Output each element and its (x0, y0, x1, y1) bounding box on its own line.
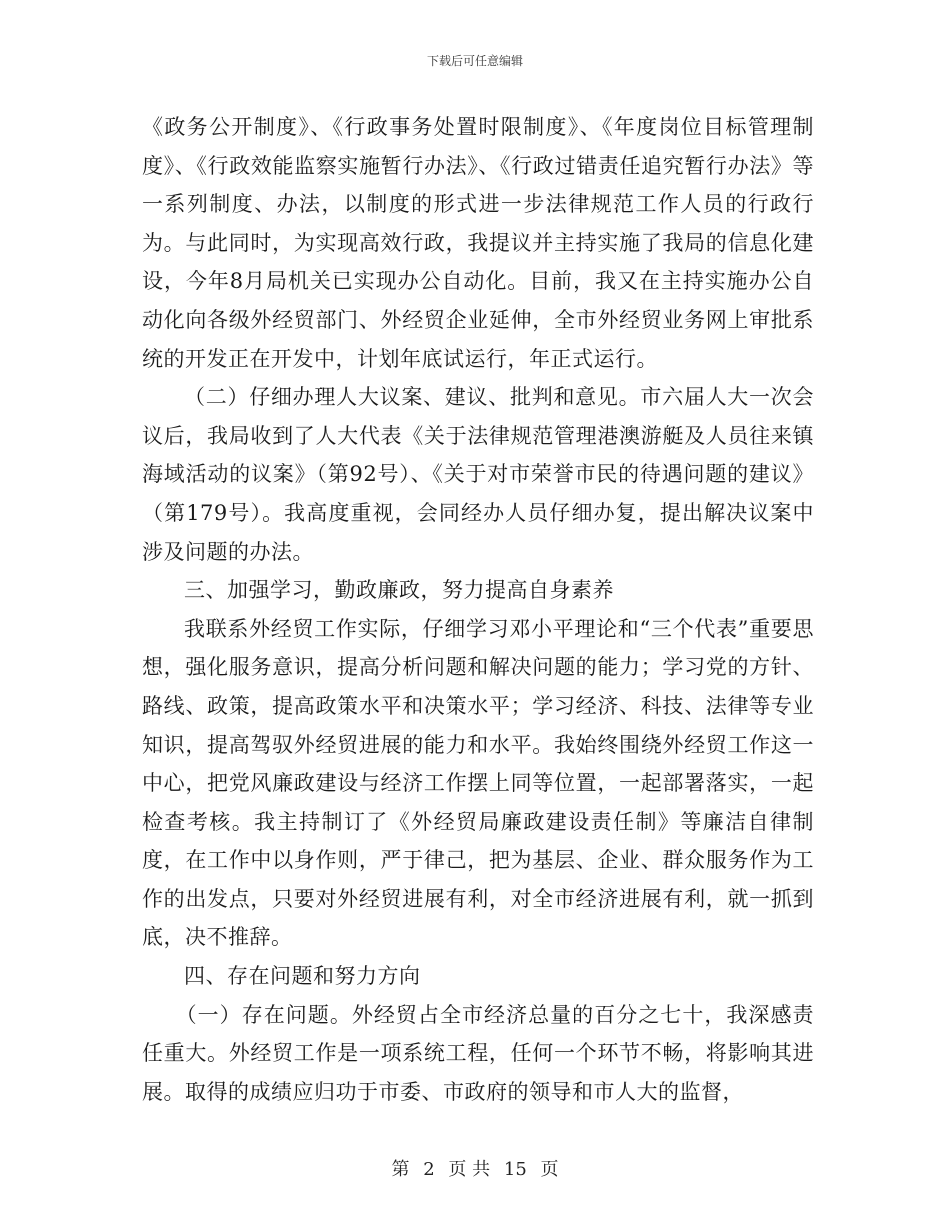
paragraph-4: （一）存在问题。外经贸占全市经济总量的百分之七十，我深感责任重大。外经贸工作是一项系统工程，任何一个环节不畅，将影响其进展。取得的成绩应归功于市委、市政府的领导和市人大的监督， (142, 1002, 814, 1104)
footer-suffix: 页 (540, 1159, 559, 1180)
page-header: 下载后可任意编辑 (426, 54, 523, 68)
footer-middle: 页 共 (448, 1159, 491, 1180)
page-footer (0, 1155, 950, 1181)
document-body (142, 108, 814, 1111)
section-heading-4: 四、存在问题和努力方向 (184, 964, 421, 989)
footer-page-number: 2 (423, 1159, 435, 1180)
footer-total-pages: 15 (503, 1159, 527, 1180)
footer-prefix: 第 (391, 1159, 410, 1180)
section-heading-3: 三、加强学习，勤政廉政，努力提高自身素养 (184, 578, 614, 603)
paragraph-1: 《政务公开制度》、《行政事务处置时限制度》、《年度岗位目标管理制度》、《行政效能监察实施暂行办法》、《行政过错责任追究暂行办法》等一系列制度、办法，以制度的形式进一步法律规范工作人员的行政行为。与此同时，为实现高效行政，我提议并主持实施了我局的信息化建设，今年8月局机关已实现办公自动化。目前，我又在主持实施办公自动化向各级外经贸部门、外经贸企业延伸，全市外经贸业务网上审批系统的开发正在开发中，计划年底试运行，年正式运行。 (142, 115, 814, 371)
paragraph-3: 我联系外经贸工作实际，仔细学习邓小平理论和“三个代表”重要思想，强化服务意识，提高分析问题和解决问题的能力；学习党的方针、路线、政策，提高政策水平和决策水平；学习经济、科技、法律等专业知识，提高驾驭外经贸进展的能力和水平。我始终围绕外经贸工作这一中心，把党风廉政建设与经济工作摆上同等位置，一起部署落实，一起检查考核。我主持制订了《外经贸局廉政建设责任制》等廉洁自律制度，在工作中以身作则，严于律己，把为基层、企业、群众服务作为工作的出发点，只要对外经贸进展有利，对全市经济进展有利，就一抓到底，决不推辞。 (142, 616, 814, 950)
paragraph-2: （二）仔细办理人大议案、建议、批判和意见。市六届人大一次会议后，我局收到了人大代表《关于法律规范管理港澳游艇及人员往来镇海域活动的议案》（第92号）、《关于对市荣誉市民的待遇问题的建议》（第179号）。我高度重视，会同经办人员仔细办复，提出解决议案中涉及问题的办法。 (142, 385, 814, 564)
